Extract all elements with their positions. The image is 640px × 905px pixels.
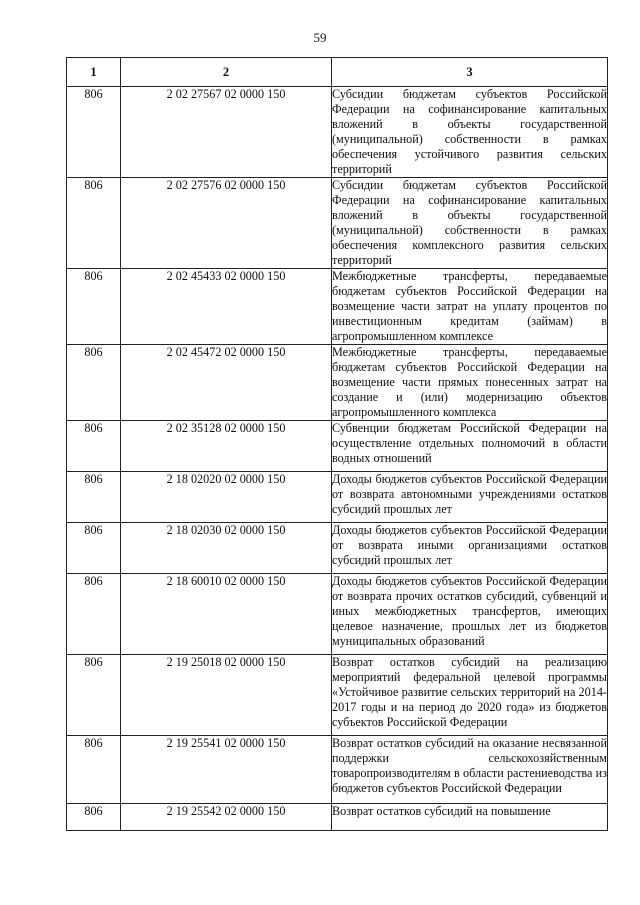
revenue-name-cell: Межбюджетные трансферты, передаваемые бюджетам субъектов Российской Федерации на возмещение части прямых понесенных затрат на создание и (или) модернизацию объектов агропромышленного комплекса [332, 345, 607, 419]
admin-code-cell: 806 [67, 804, 121, 831]
table-row [67, 269, 608, 345]
revenue-name-cell: Субсидии бюджетам субъектов Российской Федерации на софинансирование капитальных вложений в объекты государственной (муниципальной) собственности в рамках обеспечения устойчивого развития сельских территорий [332, 87, 607, 176]
table-row [67, 421, 608, 472]
table-row [67, 345, 608, 421]
table-header-row [67, 58, 608, 87]
revenue-code-cell: 2 19 25018 02 0000 150 [121, 655, 332, 736]
revenue-code-cell: 2 02 35128 02 0000 150 [121, 421, 332, 472]
table-row [67, 87, 608, 178]
page-number: 59 [313, 30, 327, 45]
budget-codes-table [66, 57, 608, 831]
revenue-name-cell: Межбюджетные трансферты, передаваемые бюджетам субъектов Российской Федерации на возмещение части затрат на уплату процентов по инвестиционным кредитам (займам) в агропромышленном комплексе [332, 269, 607, 343]
table-row [67, 574, 608, 655]
table-row [67, 472, 608, 523]
admin-code-cell: 806 [67, 523, 121, 574]
table-row [67, 523, 608, 574]
revenue-name-cell: Доходы бюджетов субъектов Российской Федерации от возврата автономными учреждениями остатков субсидий прошлых лет [332, 472, 608, 523]
column-header-1: 1 [67, 58, 121, 87]
revenue-name-cell: Субвенции бюджетам Российской Федерации на осуществление отдельных полномочий в области водных отношений [332, 421, 608, 472]
revenue-code-cell: 2 18 02030 02 0000 150 [121, 523, 332, 574]
table-row [67, 736, 608, 804]
table-row [67, 178, 608, 269]
table-row [67, 804, 608, 831]
admin-code-cell: 806 [67, 472, 121, 523]
table-row [67, 655, 608, 736]
revenue-code-cell: 2 18 60010 02 0000 150 [121, 574, 332, 655]
admin-code-cell: 806 [67, 178, 121, 269]
admin-code-cell: 806 [67, 269, 121, 345]
revenue-name-cell: Субсидии бюджетам субъектов Российской Федерации на софинансирование капитальных вложений в объекты государственной (муниципальной) собственности в рамках обеспечения комплексного развития сельских территорий [332, 178, 607, 267]
admin-code-cell: 806 [67, 345, 121, 421]
revenue-name-cell: Возврат остатков субсидий на реализацию мероприятий федеральной целевой программы «Устойчивое развитие сельских территорий на 2014-2017 годы и на период до 2020 года» из бюджетов субъектов Российской Федерации [332, 655, 608, 736]
column-header-2: 2 [121, 58, 332, 87]
revenue-code-cell: 2 19 25542 02 0000 150 [121, 804, 332, 831]
revenue-code-cell: 2 02 27567 02 0000 150 [121, 87, 332, 178]
column-header-3: 3 [332, 58, 608, 87]
revenue-code-cell: 2 02 27576 02 0000 150 [121, 178, 332, 269]
admin-code-cell: 806 [67, 574, 121, 655]
revenue-name-cell: Доходы бюджетов субъектов Российской Федерации от возврата прочих остатков субсидий, субвенций и иных межбюджетных трансфертов, имеющих целевое назначение, прошлых лет из бюджетов муниципальных образований [332, 574, 608, 655]
revenue-name-cell: Возврат остатков субсидий на оказание несвязанной поддержки сельскохозяйственным товаропроизводителям в области растениеводства из бюджетов субъектов Российской Федерации [332, 736, 608, 804]
admin-code-cell: 806 [67, 87, 121, 178]
revenue-name-cell: Возврат остатков субсидий на повышение [332, 804, 608, 831]
admin-code-cell: 806 [67, 421, 121, 472]
revenue-name-cell: Доходы бюджетов субъектов Российской Федерации от возврата иными организациями остатков субсидий прошлых лет [332, 523, 608, 574]
revenue-code-cell: 2 18 02020 02 0000 150 [121, 472, 332, 523]
revenue-code-cell: 2 02 45433 02 0000 150 [121, 269, 332, 345]
revenue-code-cell: 2 02 45472 02 0000 150 [121, 345, 332, 421]
revenue-code-cell: 2 19 25541 02 0000 150 [121, 736, 332, 804]
admin-code-cell: 806 [67, 655, 121, 736]
admin-code-cell: 806 [67, 736, 121, 804]
